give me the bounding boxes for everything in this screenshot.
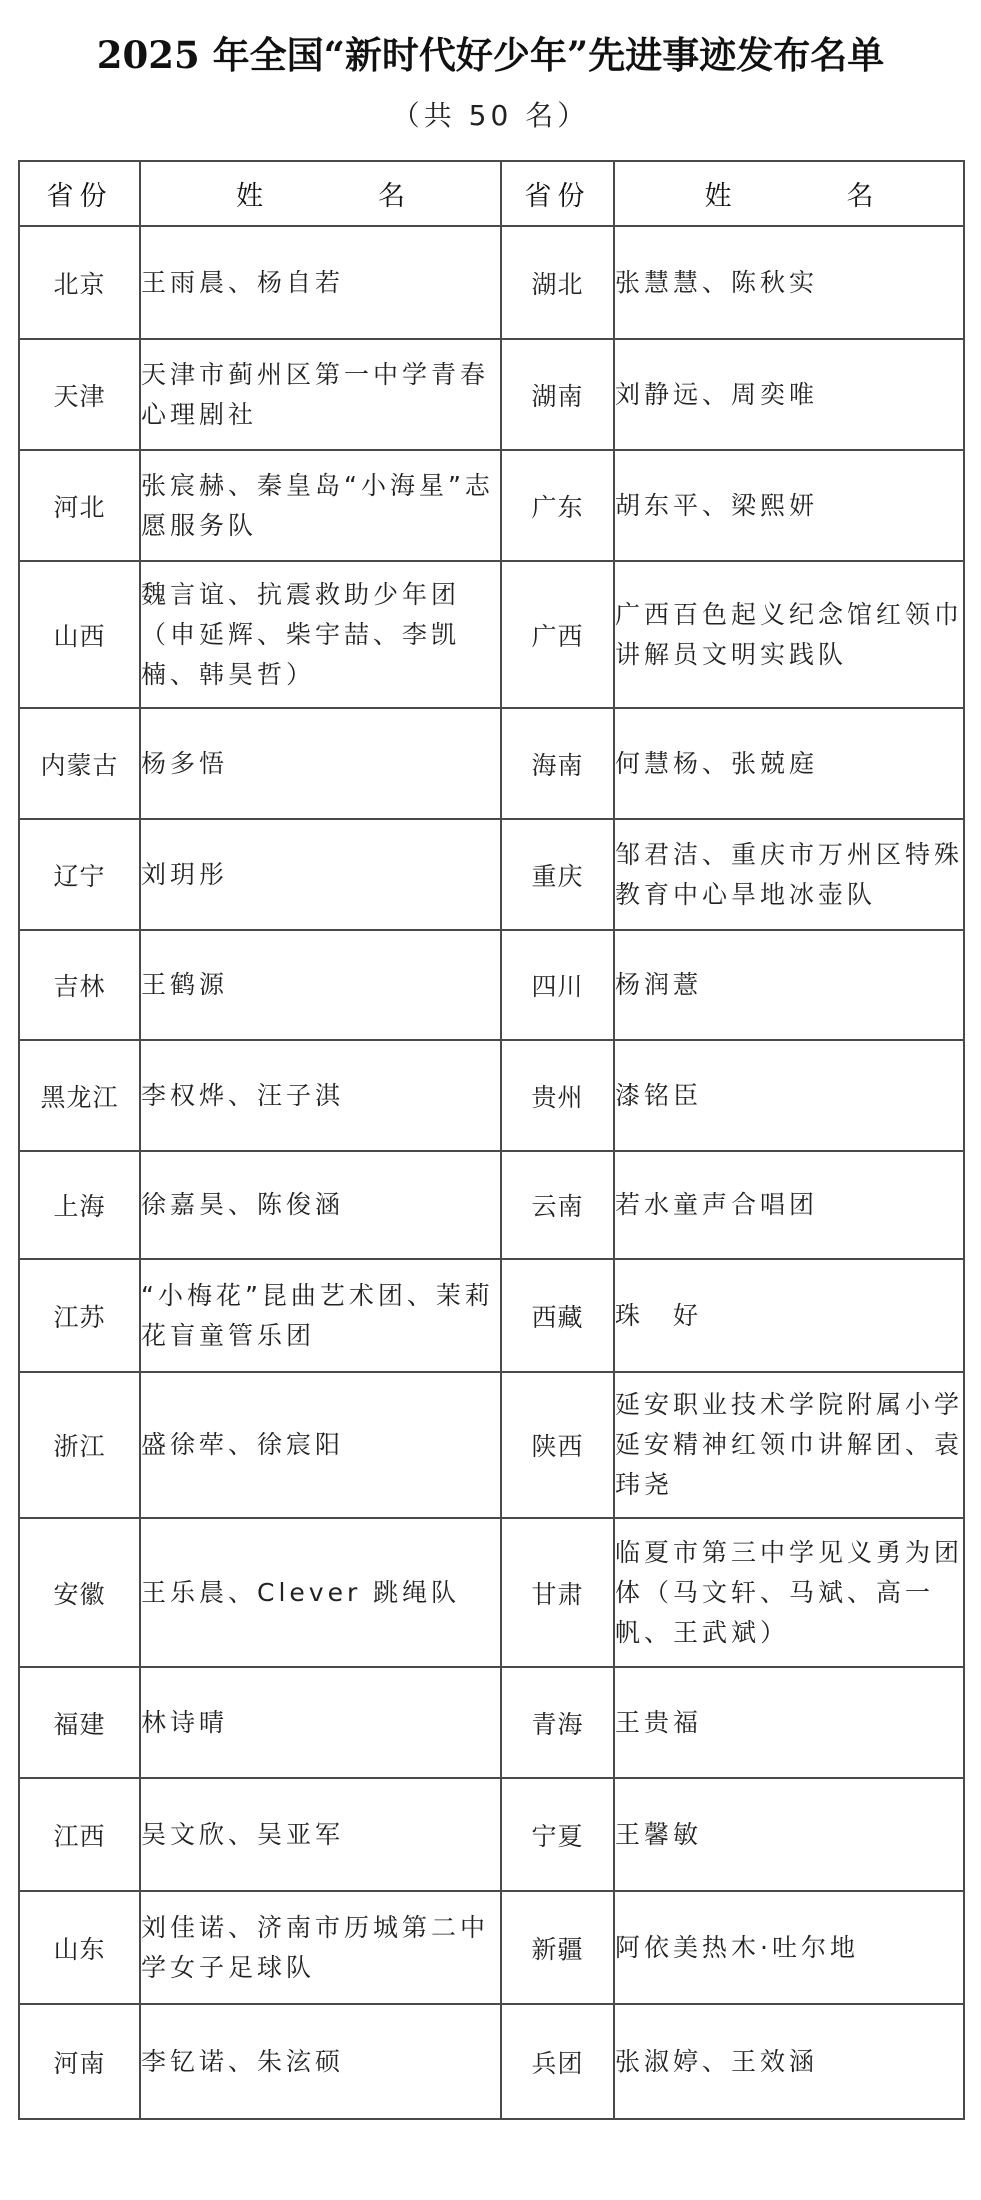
table-row bbox=[19, 708, 964, 819]
right-names-cell: 阿依美热木·吐尔地 bbox=[614, 1891, 964, 2004]
right-province-cell: 陕西 bbox=[501, 1372, 614, 1518]
left-province-cell: 吉林 bbox=[19, 930, 140, 1040]
right-names-cell: 王贵福 bbox=[614, 1667, 964, 1778]
table-row bbox=[19, 1372, 964, 1518]
table-header-row bbox=[19, 161, 964, 226]
left-names-cell: 王乐晨、Clever 跳绳队 bbox=[140, 1518, 501, 1667]
header-province-right: 省份 bbox=[501, 161, 614, 226]
table-row bbox=[19, 930, 964, 1040]
right-province-cell: 湖南 bbox=[501, 339, 614, 450]
right-province-cell: 湖北 bbox=[501, 226, 614, 339]
header-names-left: 姓 名 bbox=[140, 161, 501, 226]
right-names-cell: 张慧慧、陈秋实 bbox=[614, 226, 964, 339]
right-names-cell: 广西百色起义纪念馆红领巾讲解员文明实践队 bbox=[614, 561, 964, 708]
right-names-cell: 刘静远、周奕唯 bbox=[614, 339, 964, 450]
table-row bbox=[19, 1040, 964, 1151]
right-province-cell: 海南 bbox=[501, 708, 614, 819]
right-province-cell: 宁夏 bbox=[501, 1778, 614, 1891]
right-province-cell: 新疆 bbox=[501, 1891, 614, 2004]
table-row bbox=[19, 1518, 964, 1667]
left-province-cell: 内蒙古 bbox=[19, 708, 140, 819]
left-province-cell: 河北 bbox=[19, 450, 140, 561]
right-province-cell: 贵州 bbox=[501, 1040, 614, 1151]
right-names-cell: 杨润薏 bbox=[614, 930, 964, 1040]
left-names-cell: 刘玥彤 bbox=[140, 819, 501, 930]
table-row bbox=[19, 819, 964, 930]
left-names-cell: 王雨晨、杨自若 bbox=[140, 226, 501, 339]
table-row bbox=[19, 2004, 964, 2119]
right-names-cell: 延安职业技术学院附属小学延安精神红领巾讲解团、袁玮尧 bbox=[614, 1372, 964, 1518]
left-province-cell: 江西 bbox=[19, 1778, 140, 1891]
right-names-cell: 漆铭臣 bbox=[614, 1040, 964, 1151]
right-names-cell: 临夏市第三中学见义勇为团体（马文轩、马斌、高一帆、王武斌） bbox=[614, 1518, 964, 1667]
left-names-cell: 林诗晴 bbox=[140, 1667, 501, 1778]
left-province-cell: 河南 bbox=[19, 2004, 140, 2119]
right-province-cell: 西藏 bbox=[501, 1259, 614, 1372]
left-province-cell: 江苏 bbox=[19, 1259, 140, 1372]
left-names-cell: 张宸赫、秦皇岛“小海星”志愿服务队 bbox=[140, 450, 501, 561]
left-names-cell: 王鹤源 bbox=[140, 930, 501, 1040]
right-province-cell: 重庆 bbox=[501, 819, 614, 930]
left-province-cell: 山西 bbox=[19, 561, 140, 708]
table-row bbox=[19, 450, 964, 561]
right-names-cell: 珠 好 bbox=[614, 1259, 964, 1372]
roster-body bbox=[19, 226, 964, 2119]
left-province-cell: 黑龙江 bbox=[19, 1040, 140, 1151]
left-province-cell: 山东 bbox=[19, 1891, 140, 2004]
table-row bbox=[19, 1259, 964, 1372]
left-names-cell: 徐嘉昊、陈俊涵 bbox=[140, 1151, 501, 1259]
table-row bbox=[19, 561, 964, 708]
header-names-right: 姓 名 bbox=[614, 161, 964, 226]
left-province-cell: 福建 bbox=[19, 1667, 140, 1778]
right-province-cell: 四川 bbox=[501, 930, 614, 1040]
right-province-cell: 兵团 bbox=[501, 2004, 614, 2119]
left-province-cell: 上海 bbox=[19, 1151, 140, 1259]
left-names-cell: 盛徐荦、徐宸阳 bbox=[140, 1372, 501, 1518]
table-row bbox=[19, 1778, 964, 1891]
left-names-cell: 吴文欣、吴亚军 bbox=[140, 1778, 501, 1891]
header-province-left: 省份 bbox=[19, 161, 140, 226]
right-names-cell: 张淑婷、王效涵 bbox=[614, 2004, 964, 2119]
left-province-cell: 北京 bbox=[19, 226, 140, 339]
right-province-cell: 广西 bbox=[501, 561, 614, 708]
roster-table bbox=[18, 160, 965, 2120]
document-subtitle: （共 50 名） bbox=[391, 99, 590, 132]
left-province-cell: 安徽 bbox=[19, 1518, 140, 1667]
right-names-cell: 邹君洁、重庆市万州区特殊教育中心旱地冰壶队 bbox=[614, 819, 964, 930]
table-row bbox=[19, 1151, 964, 1259]
right-names-cell: 何慧杨、张兢庭 bbox=[614, 708, 964, 819]
left-names-cell: 李权烨、汪子淇 bbox=[140, 1040, 501, 1151]
right-province-cell: 云南 bbox=[501, 1151, 614, 1259]
left-names-cell: “小梅花”昆曲艺术团、茉莉花盲童管乐团 bbox=[140, 1259, 501, 1372]
left-names-cell: 刘佳诺、济南市历城第二中学女子足球队 bbox=[140, 1891, 501, 2004]
right-names-cell: 胡东平、梁熙妍 bbox=[614, 450, 964, 561]
left-names-cell: 天津市蓟州区第一中学青春心理剧社 bbox=[140, 339, 501, 450]
table-row bbox=[19, 226, 964, 339]
right-province-cell: 甘肃 bbox=[501, 1518, 614, 1667]
right-province-cell: 青海 bbox=[501, 1667, 614, 1778]
left-names-cell: 魏言谊、抗震救助少年团（申延辉、柴宇喆、李凯楠、韩昊哲） bbox=[140, 561, 501, 708]
left-names-cell: 杨多悟 bbox=[140, 708, 501, 819]
left-province-cell: 天津 bbox=[19, 339, 140, 450]
left-province-cell: 辽宁 bbox=[19, 819, 140, 930]
right-names-cell: 若水童声合唱团 bbox=[614, 1151, 964, 1259]
table-row bbox=[19, 1667, 964, 1778]
right-province-cell: 广东 bbox=[501, 450, 614, 561]
table-row bbox=[19, 1891, 964, 2004]
document-title: 2025 年全国“新时代好少年”先进事迹发布名单 bbox=[96, 33, 885, 77]
left-province-cell: 浙江 bbox=[19, 1372, 140, 1518]
right-names-cell: 王馨敏 bbox=[614, 1778, 964, 1891]
table-row bbox=[19, 339, 964, 450]
left-names-cell: 李钇诺、朱泫硕 bbox=[140, 2004, 501, 2119]
